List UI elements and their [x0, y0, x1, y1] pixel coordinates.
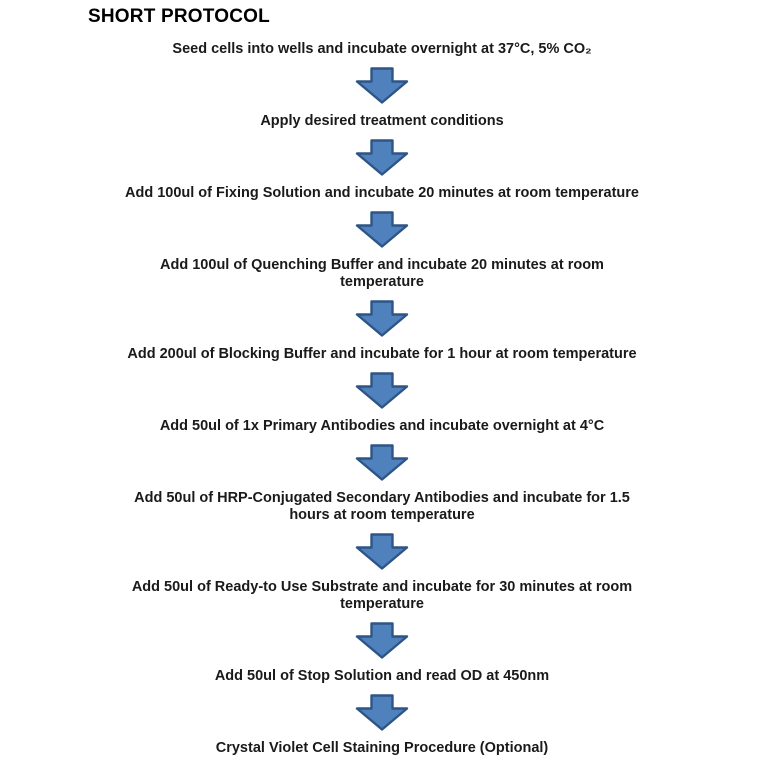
step-text-line: Add 50ul of Stop Solution and read OD at 450nm — [214, 668, 550, 684]
protocol-step — [215, 668, 549, 685]
down-arrow-icon — [355, 622, 409, 659]
down-arrow-icon — [355, 67, 409, 104]
page-title: SHORT PROTOCOL — [88, 6, 270, 27]
protocol-step — [172, 41, 591, 58]
protocol-step — [260, 113, 503, 130]
protocol-step — [132, 579, 632, 613]
down-arrow-icon — [355, 139, 409, 176]
step-text-line: temperature — [340, 596, 424, 612]
step-text-line: Add 200ul of Blocking Buffer and incubate for 1 hour at room temperature — [127, 346, 637, 362]
step-text-line: Seed cells into wells and incubate overnight at 37°C, 5% CO₂ — [172, 41, 592, 57]
step-text-line: Add 100ul of Quenching Buffer and incubate 20 minutes at room — [160, 257, 604, 273]
protocol-step — [160, 418, 604, 435]
step-text-line: hours at room temperature — [289, 507, 475, 523]
down-arrow-icon — [355, 300, 409, 337]
down-arrow-icon — [355, 444, 409, 481]
step-text-line: Crystal Violet Cell Staining Procedure (Optional) — [215, 740, 549, 756]
protocol-step — [125, 185, 639, 202]
step-text-line: temperature — [340, 274, 424, 290]
protocol-step — [216, 740, 549, 757]
protocol-flowchart — [30, 41, 734, 757]
protocol-step — [134, 490, 630, 524]
step-text-line: Add 50ul of 1x Primary Antibodies and incubate overnight at 4°C — [159, 418, 605, 434]
down-arrow-icon — [355, 533, 409, 570]
step-text-line: Add 50ul of HRP-Conjugated Secondary Antibodies and incubate for 1.5 — [134, 490, 630, 506]
protocol-step — [160, 257, 604, 291]
step-text-line: Apply desired treatment conditions — [260, 113, 504, 129]
down-arrow-icon — [355, 372, 409, 409]
step-text-line: Add 100ul of Fixing Solution and incubate 20 minutes at room temperature — [124, 185, 639, 201]
protocol-step — [127, 346, 636, 363]
step-text-line: Add 50ul of Ready-to Use Substrate and incubate for 30 minutes at room — [131, 579, 633, 595]
down-arrow-icon — [355, 694, 409, 731]
down-arrow-icon — [355, 211, 409, 248]
